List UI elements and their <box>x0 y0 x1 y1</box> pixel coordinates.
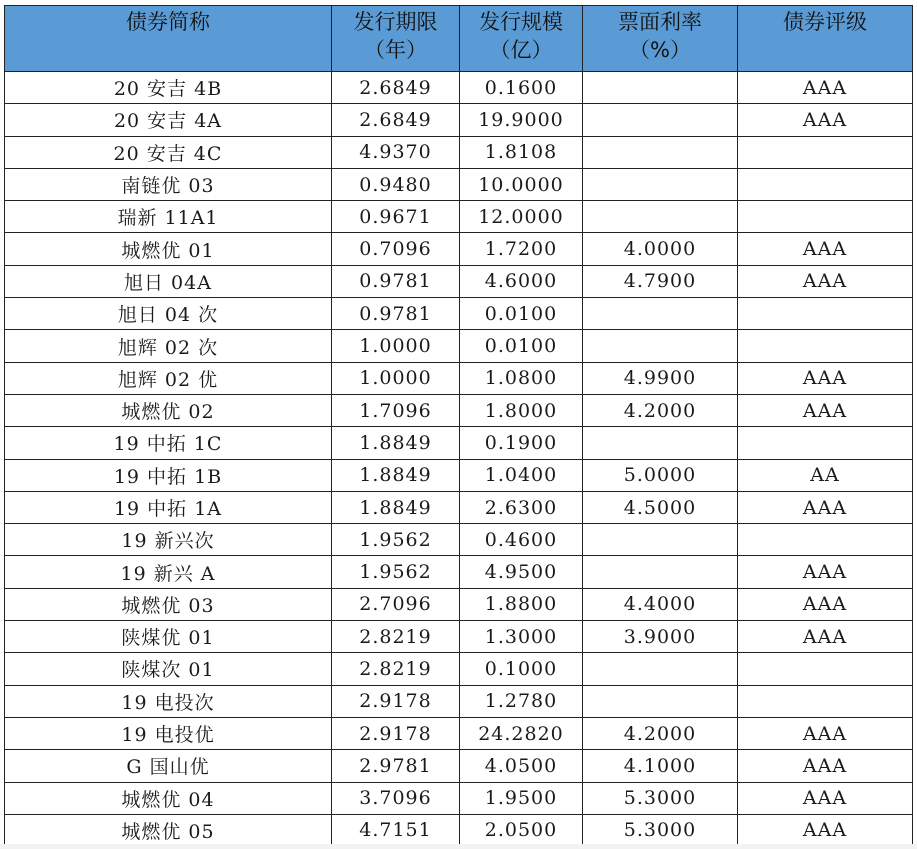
cell-issue-term: 1.0000 <box>332 362 460 394</box>
cell-issue-term: 1.0000 <box>332 330 460 362</box>
cell-bond-rating: AAA <box>738 104 913 136</box>
cell-coupon-rate <box>583 201 738 233</box>
table-row <box>5 233 913 265</box>
cell-bond-name: 20 安吉 4B <box>5 72 332 104</box>
header-issue-term-unit: （年） <box>364 38 427 62</box>
cell-issue-size: 19.9000 <box>460 104 583 136</box>
cell-issue-size: 1.2780 <box>460 685 583 717</box>
cell-coupon-rate <box>583 556 738 588</box>
cell-issue-term: 3.7096 <box>332 782 460 814</box>
cell-bond-name: 19 电投优 <box>5 717 332 749</box>
cell-bond-name: 城燃优 04 <box>5 782 332 814</box>
cell-issue-size: 1.3000 <box>460 621 583 653</box>
cell-bond-name: 瑞新 11A1 <box>5 201 332 233</box>
header-row <box>5 6 913 72</box>
cell-bond-name: 19 电投次 <box>5 685 332 717</box>
cell-bond-rating: AAA <box>738 782 913 814</box>
header-bond-rating[interactable] <box>738 6 913 72</box>
table-row <box>5 621 913 653</box>
cell-bond-rating: AAA <box>738 265 913 297</box>
header-issue-size-label: 发行规模 <box>479 10 563 34</box>
cell-issue-term: 1.7096 <box>332 394 460 426</box>
cell-coupon-rate <box>583 298 738 330</box>
cell-issue-term: 2.9178 <box>332 685 460 717</box>
cell-issue-term: 1.8849 <box>332 491 460 523</box>
cell-coupon-rate <box>583 524 738 556</box>
header-bond-rating-label: 债券评级 <box>783 10 867 34</box>
cell-coupon-rate: 5.3000 <box>583 782 738 814</box>
cell-issue-size: 1.0400 <box>460 459 583 491</box>
cell-bond-name: 旭辉 02 次 <box>5 330 332 362</box>
cell-bond-rating: AAA <box>738 72 913 104</box>
cell-bond-rating: AAA <box>738 362 913 394</box>
cell-issue-size: 1.8000 <box>460 394 583 426</box>
header-issue-term-label: 发行期限 <box>353 10 438 34</box>
cell-issue-size: 0.0100 <box>460 298 583 330</box>
cell-issue-size: 1.8108 <box>460 136 583 168</box>
cell-bond-name: 旭日 04 次 <box>5 298 332 330</box>
cell-issue-term: 0.9781 <box>332 265 460 297</box>
cell-bond-rating: AAA <box>738 717 913 749</box>
cell-issue-term: 1.8849 <box>332 427 460 459</box>
table-row <box>5 362 913 394</box>
cell-coupon-rate <box>583 685 738 717</box>
cell-coupon-rate <box>583 330 738 362</box>
table-row <box>5 104 913 136</box>
cell-issue-term: 2.6849 <box>332 72 460 104</box>
cell-coupon-rate: 4.4000 <box>583 588 738 620</box>
table-row <box>5 588 913 620</box>
table-row <box>5 136 913 168</box>
table-row <box>5 717 913 749</box>
cell-bond-rating <box>738 427 913 459</box>
cell-bond-name: 南链优 03 <box>5 168 332 200</box>
cell-bond-rating <box>738 653 913 685</box>
cell-issue-size: 12.0000 <box>460 201 583 233</box>
bond-table-container <box>4 5 913 847</box>
bottom-edge-shadow <box>0 844 917 849</box>
cell-bond-rating <box>738 168 913 200</box>
cell-coupon-rate: 4.2000 <box>583 717 738 749</box>
cell-issue-term: 2.6849 <box>332 104 460 136</box>
table-header <box>5 6 913 72</box>
cell-issue-term: 4.9370 <box>332 136 460 168</box>
table-row <box>5 685 913 717</box>
cell-bond-name: 陕煤优 01 <box>5 621 332 653</box>
header-bond-name-label: 债券简称 <box>126 10 210 34</box>
table-row <box>5 653 913 685</box>
cell-issue-term: 2.8219 <box>332 653 460 685</box>
cell-bond-name: 城燃优 05 <box>5 814 332 846</box>
table-row <box>5 814 913 846</box>
cell-coupon-rate <box>583 104 738 136</box>
cell-coupon-rate: 4.7900 <box>583 265 738 297</box>
cell-coupon-rate <box>583 72 738 104</box>
cell-issue-term: 0.7096 <box>332 233 460 265</box>
cell-issue-size: 4.9500 <box>460 556 583 588</box>
header-issue-size[interactable] <box>460 6 583 72</box>
cell-issue-term: 1.9562 <box>332 524 460 556</box>
cell-issue-size: 0.1000 <box>460 653 583 685</box>
cell-bond-rating <box>738 298 913 330</box>
cell-bond-rating: AAA <box>738 750 913 782</box>
table-row <box>5 750 913 782</box>
table-row <box>5 427 913 459</box>
cell-issue-size: 0.1900 <box>460 427 583 459</box>
cell-bond-name: 19 新兴次 <box>5 524 332 556</box>
table-row <box>5 782 913 814</box>
cell-bond-name: 旭日 04A <box>5 265 332 297</box>
cell-coupon-rate: 4.9900 <box>583 362 738 394</box>
cell-issue-size: 0.0100 <box>460 330 583 362</box>
cell-bond-rating: AAA <box>738 621 913 653</box>
cell-coupon-rate: 5.0000 <box>583 459 738 491</box>
cell-coupon-rate: 4.5000 <box>583 491 738 523</box>
cell-issue-size: 10.0000 <box>460 168 583 200</box>
table-row <box>5 265 913 297</box>
table-body <box>5 72 913 847</box>
cell-coupon-rate <box>583 168 738 200</box>
cell-issue-size: 1.7200 <box>460 233 583 265</box>
cell-coupon-rate: 4.2000 <box>583 394 738 426</box>
cell-bond-name: 旭辉 02 优 <box>5 362 332 394</box>
cell-bond-name: 19 中拓 1A <box>5 491 332 523</box>
cell-issue-term: 2.8219 <box>332 621 460 653</box>
cell-bond-name: 陕煤次 01 <box>5 653 332 685</box>
cell-issue-size: 0.4600 <box>460 524 583 556</box>
header-coupon-rate[interactable] <box>583 6 738 72</box>
cell-issue-term: 1.9562 <box>332 556 460 588</box>
bond-table <box>4 5 913 847</box>
cell-issue-size: 4.0500 <box>460 750 583 782</box>
cell-coupon-rate <box>583 427 738 459</box>
cell-coupon-rate <box>583 653 738 685</box>
cell-bond-name: G 国山优 <box>5 750 332 782</box>
cell-issue-size: 24.2820 <box>460 717 583 749</box>
cell-bond-rating <box>738 330 913 362</box>
cell-issue-term: 1.8849 <box>332 459 460 491</box>
table-row <box>5 459 913 491</box>
cell-bond-rating <box>738 524 913 556</box>
table-row <box>5 394 913 426</box>
cell-bond-rating: AAA <box>738 814 913 846</box>
header-issue-term[interactable] <box>332 6 460 72</box>
table-row <box>5 298 913 330</box>
cell-bond-name: 20 安吉 4A <box>5 104 332 136</box>
cell-issue-size: 1.9500 <box>460 782 583 814</box>
cell-coupon-rate <box>583 136 738 168</box>
cell-issue-size: 4.6000 <box>460 265 583 297</box>
header-coupon-rate-unit: （%） <box>629 38 691 62</box>
cell-bond-rating <box>738 201 913 233</box>
cell-issue-term: 0.9781 <box>332 298 460 330</box>
header-bond-name[interactable] <box>5 6 332 72</box>
header-issue-size-unit: （亿） <box>489 38 553 62</box>
cell-coupon-rate: 4.0000 <box>583 233 738 265</box>
cell-bond-name: 城燃优 01 <box>5 233 332 265</box>
cell-bond-name: 城燃优 03 <box>5 588 332 620</box>
cell-issue-size: 1.0800 <box>460 362 583 394</box>
cell-bond-name: 20 安吉 4C <box>5 136 332 168</box>
cell-bond-rating: AAA <box>738 588 913 620</box>
cell-coupon-rate: 4.1000 <box>583 750 738 782</box>
cell-bond-name: 19 新兴 A <box>5 556 332 588</box>
cell-bond-name: 19 中拓 1C <box>5 427 332 459</box>
cell-issue-term: 2.9781 <box>332 750 460 782</box>
table-row <box>5 491 913 523</box>
cell-coupon-rate: 5.3000 <box>583 814 738 846</box>
table-row <box>5 72 913 104</box>
cell-bond-rating: AA <box>738 459 913 491</box>
cell-issue-term: 2.9178 <box>332 717 460 749</box>
cell-issue-term: 0.9480 <box>332 168 460 200</box>
cell-issue-term: 0.9671 <box>332 201 460 233</box>
cell-bond-rating: AAA <box>738 233 913 265</box>
cell-issue-term: 2.7096 <box>332 588 460 620</box>
cell-bond-rating: AAA <box>738 556 913 588</box>
cell-bond-rating: AAA <box>738 491 913 523</box>
table-row <box>5 201 913 233</box>
cell-bond-rating <box>738 136 913 168</box>
table-row <box>5 556 913 588</box>
header-coupon-rate-label: 票面利率 <box>618 10 702 34</box>
cell-issue-size: 0.1600 <box>460 72 583 104</box>
cell-bond-name: 19 中拓 1B <box>5 459 332 491</box>
cell-bond-rating: AAA <box>738 394 913 426</box>
cell-bond-rating <box>738 685 913 717</box>
table-row <box>5 330 913 362</box>
cell-issue-term: 4.7151 <box>332 814 460 846</box>
table-row <box>5 168 913 200</box>
cell-coupon-rate: 3.9000 <box>583 621 738 653</box>
cell-bond-name: 城燃优 02 <box>5 394 332 426</box>
cell-issue-size: 2.0500 <box>460 814 583 846</box>
table-row <box>5 524 913 556</box>
cell-issue-size: 2.6300 <box>460 491 583 523</box>
cell-issue-size: 1.8800 <box>460 588 583 620</box>
